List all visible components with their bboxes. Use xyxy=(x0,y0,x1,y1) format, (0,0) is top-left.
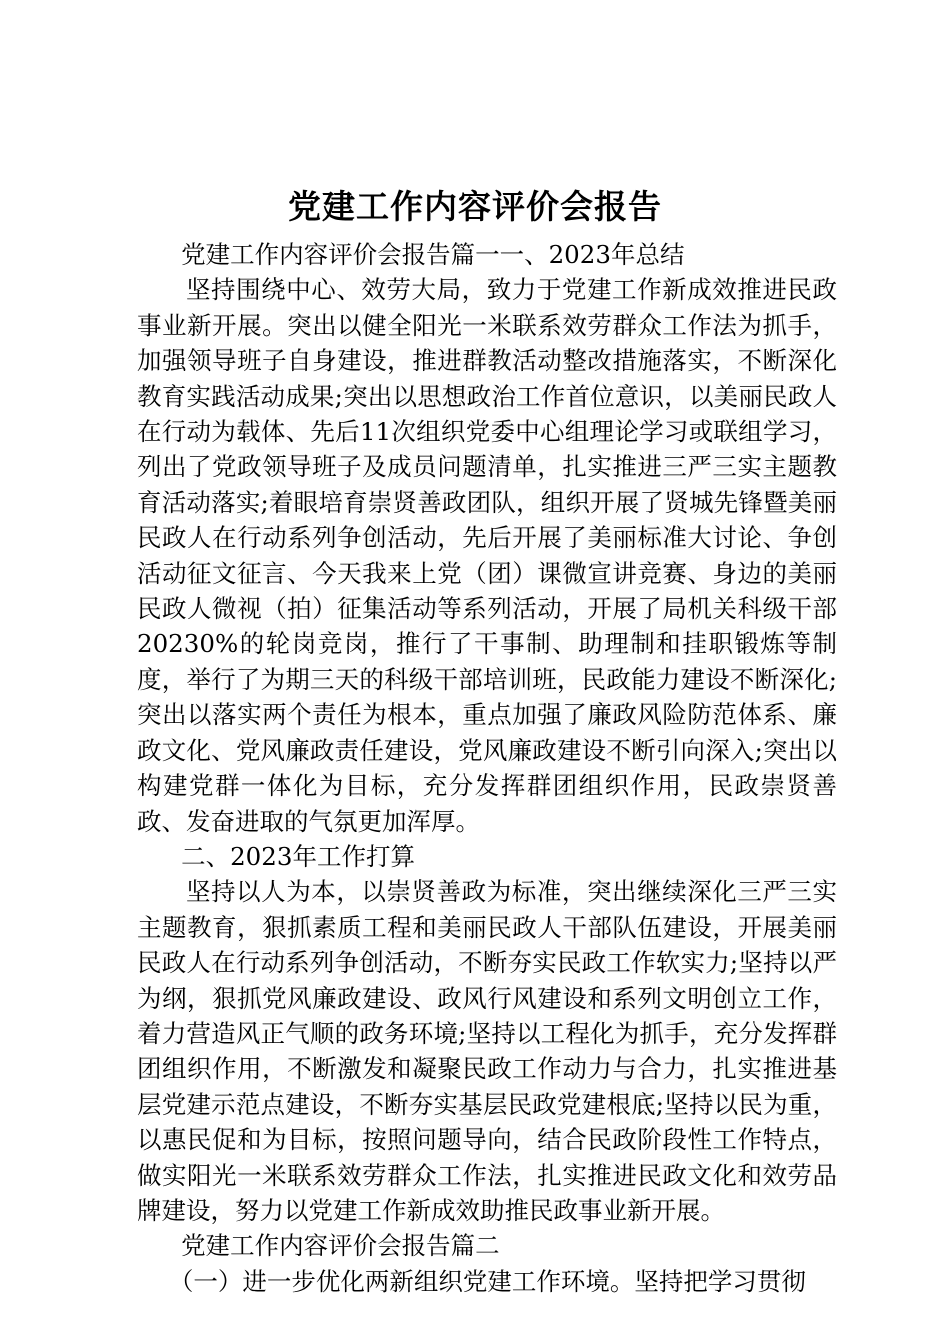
paragraph-report-part-two-heading: 党建工作内容评价会报告篇二 xyxy=(181,1231,500,1261)
paragraph-summary-2023: 坚持围绕中心、效劳大局，致力于党建工作新成效推进民政事业新开展。突出以健全阳光一米联系效劳群众工作法为抓手，加强领导班子自身建设，推进群教活动整改措施落实，不断深化教育实践活动成果;突出以思想政治工作首位意识，以美丽民政人在行动为载体、先后11次组织党委中心组理论学习或联组学习，列出了党政领导班子及成员问题清单，扎实推进三严三实主题教育活动落实;着眼培育崇贤善政团队，组织开展了贤城先锋暨美丽民政人在行动系列争创活动，先后开展了美丽标准大讨论、争创活动征文征言、今天我来上党（团）课微宣讲竞赛、身边的美丽民政人微视（拍）征集活动等系列活动，开展了局机关科级干部20230%的轮岗竞岗，推行了干事制、助理制和挂职锻炼等制度，举行了为期三天的科级干部培训班，民政能力建设不断深化;突出以落实两个责任为根本，重点加强了廉政风险防范体系、廉政文化、党风廉政责任建设，党风廉政建设不断引向深入;突出以构建党群一体化为目标，充分发挥群团组织作用，民政崇贤善政、发奋进取的气氛更加浑厚。 xyxy=(137,275,837,836)
paragraph-section-heading-2: 二、2023年工作打算 xyxy=(181,841,415,871)
document-title: 党建工作内容评价会报告 xyxy=(288,187,662,226)
paragraph-work-plan-2023: 坚持以人为本，以崇贤善政为标准，突出继续深化三严三实主题教育，狠抓素质工程和美丽民政人干部队伍建设，开展美丽民政人在行动系列争创活动，不断夯实民政工作软实力;坚持以严为纲，狠抓党风廉政建设、政风行风建设和系列文明创立工作，着力营造风正气顺的政务环境;坚持以工程化为抓手，充分发挥群团组织作用，不断激发和凝聚民政工作动力与合力，扎实推进基层党建示范点建设，不断夯实基层民政党建根底;坚持以民为重，以惠民促和为目标，按照问题导向，结合民政阶段性工作特点，做实阳光一米联系效劳群众工作法，扎实推进民政文化和效劳品牌建设，努力以党建工作新成效助推民政事业新开展。 xyxy=(137,877,837,1225)
document-body xyxy=(137,237,837,1299)
paragraph-item-one: （一）进一步优化两新组织党建工作环境。坚持把学习贯彻 xyxy=(168,1266,806,1296)
paragraph-section-heading-1: 党建工作内容评价会报告篇一一、2023年总结 xyxy=(181,240,685,269)
